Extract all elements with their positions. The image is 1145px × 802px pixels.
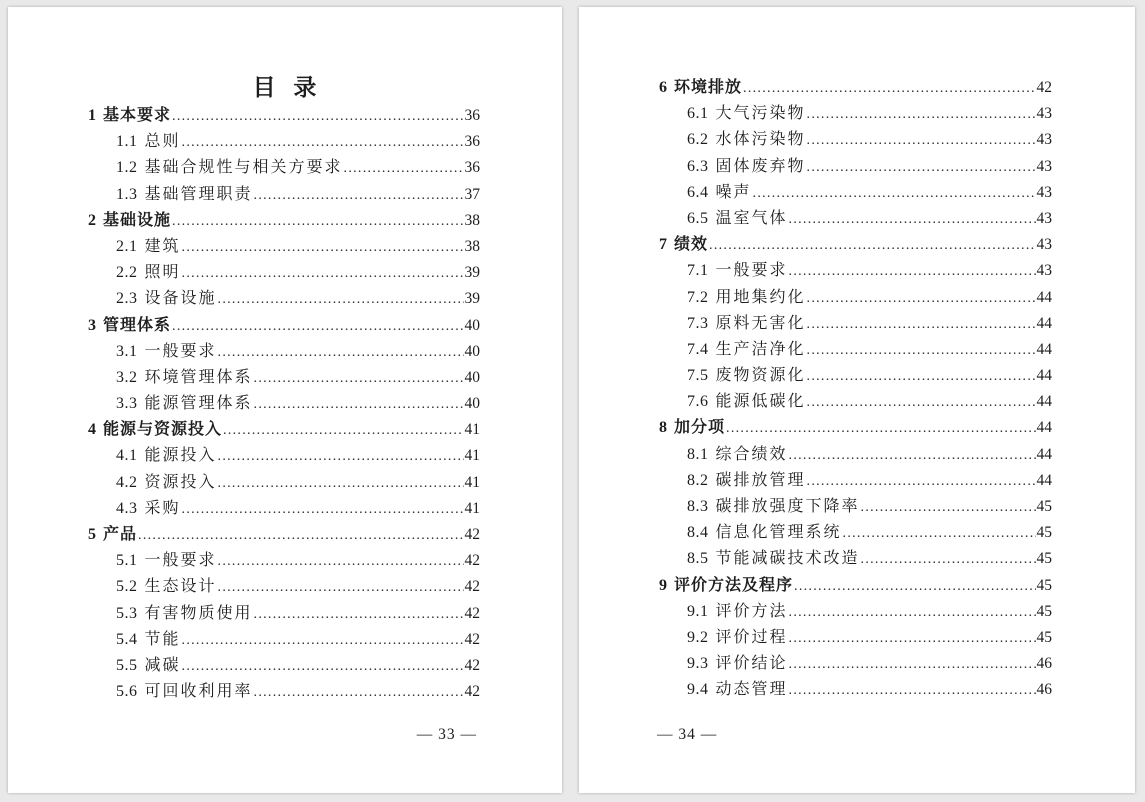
toc-entry-title: 绩效 — [674, 236, 709, 254]
page-number-footer-33: — 33 — — [416, 726, 477, 743]
toc-dot-leader — [709, 233, 1035, 259]
toc-entry-page: 43 — [1036, 209, 1052, 227]
toc-entry-page: 44 — [1036, 393, 1052, 411]
toc-entry — [88, 679, 480, 705]
toc-entry-title: 能源投入 — [144, 447, 217, 465]
toc-entry-page: 42 — [464, 552, 480, 570]
toc-dot-leader — [789, 626, 1036, 652]
toc-entry — [659, 520, 1052, 546]
toc-entry-number: 7 — [659, 236, 667, 254]
toc-entry-title: 噪声 — [715, 183, 752, 201]
toc-entry-title: 可回收利用率 — [144, 683, 253, 701]
toc-entry-page: 42 — [464, 630, 480, 648]
toc-entry — [88, 417, 480, 443]
toc-entry — [659, 311, 1052, 337]
toc-entry-number: 7.5 — [687, 367, 709, 385]
toc-entry-number: 9.4 — [687, 681, 709, 699]
toc-entry-title: 基本要求 — [103, 107, 172, 124]
toc-entry-page: 44 — [1036, 340, 1052, 358]
toc-dot-leader — [218, 575, 464, 601]
toc-entry-page: 42 — [464, 578, 480, 596]
toc-entry-page: 41 — [464, 447, 480, 465]
toc-entry-page: 43 — [1036, 105, 1052, 123]
toc-entry — [659, 573, 1052, 599]
toc-dot-leader — [172, 104, 463, 130]
toc-dot-leader — [843, 521, 1036, 547]
toc-dot-leader — [789, 259, 1036, 285]
toc-entry-title: 动态管理 — [715, 681, 788, 699]
toc-entry-number: 8.5 — [687, 550, 709, 568]
toc-entry-number: 7.2 — [687, 288, 709, 306]
toc-entry-number: 1.1 — [116, 133, 138, 151]
toc-dot-leader — [254, 680, 464, 706]
toc-dot-leader — [807, 312, 1036, 338]
toc-entry-number: 9.1 — [687, 602, 709, 620]
toc-entry — [659, 258, 1052, 284]
toc-entry — [659, 285, 1052, 311]
toc-entry-title: 碳排放强度下降率 — [715, 498, 860, 515]
toc-dot-leader — [861, 547, 1036, 573]
toc-entry-number: 4.3 — [116, 499, 138, 517]
toc-entry-page: 41 — [464, 499, 480, 517]
toc-entry-number: 7.6 — [687, 393, 709, 411]
toc-entry — [88, 391, 480, 417]
toc-dot-leader — [218, 287, 464, 313]
toc-entry-page: 40 — [464, 316, 480, 334]
toc-entry-number: 2.1 — [116, 237, 138, 255]
toc-entry-number: 4.2 — [116, 473, 138, 491]
toc-dot-leader — [789, 207, 1036, 233]
toc-entry — [88, 155, 480, 181]
toc-dot-leader — [218, 340, 464, 366]
toc-entry-page: 45 — [1036, 498, 1052, 515]
toc-entry-page: 43 — [1036, 236, 1052, 254]
toc-entry-number: 2 — [88, 211, 96, 229]
toc-entry-number: 4 — [88, 421, 96, 439]
toc-entry-page: 39 — [464, 264, 480, 282]
toc-entry-number: 6.3 — [687, 157, 709, 175]
toc-entry — [88, 286, 480, 312]
toc-entry — [659, 363, 1052, 389]
toc-entry-page: 43 — [1036, 262, 1052, 280]
toc-entry-title: 能源管理体系 — [144, 395, 253, 413]
toc-entry-number: 8.3 — [687, 498, 709, 515]
toc-entry-number: 9.2 — [687, 628, 709, 646]
toc-entry-page: 43 — [1036, 157, 1052, 175]
toc-entry-number: 6 — [659, 79, 667, 96]
toc-entry-page: 43 — [1036, 131, 1052, 149]
page-33 — [8, 7, 562, 793]
toc-entry-page: 41 — [464, 473, 480, 491]
toc-entry — [88, 627, 480, 653]
toc-entry-page: 45 — [1036, 628, 1052, 646]
toc-dot-leader — [807, 155, 1036, 181]
toc-entry-title: 环境管理体系 — [144, 368, 253, 386]
toc-entry-title: 总则 — [144, 133, 181, 151]
toc-entry — [659, 75, 1052, 101]
toc-dot-leader — [138, 523, 463, 549]
toc-dot-leader — [182, 497, 464, 523]
toc-entry-page: 40 — [464, 342, 480, 360]
toc-entry — [659, 494, 1052, 520]
toc-title: 目 录 — [252, 75, 318, 100]
toc-entry-number: 8.2 — [687, 471, 709, 489]
toc-entry-page: 44 — [1036, 471, 1052, 489]
toc-entry-number: 7.1 — [687, 262, 709, 280]
toc-entry-number: 9 — [659, 576, 667, 594]
toc-entry — [659, 206, 1052, 232]
toc-entry — [659, 468, 1052, 494]
toc-entry-title: 基础合规性与相关方要求 — [144, 159, 343, 177]
toc-entry — [659, 546, 1052, 572]
toc-entry-page: 40 — [464, 368, 480, 386]
toc-entry — [659, 415, 1052, 441]
toc-entry-page: 42 — [464, 656, 480, 674]
toc-entry-number: 5.1 — [116, 552, 138, 570]
toc-entry-title: 一般要求 — [715, 262, 788, 280]
toc-entry-title: 固体废弃物 — [715, 157, 806, 175]
toc-entry — [88, 260, 480, 286]
page-34 — [579, 7, 1135, 793]
toc-entry-title: 能源低碳化 — [715, 393, 806, 411]
toc-entry-title: 环境排放 — [674, 79, 743, 96]
toc-entry-page: 45 — [1036, 550, 1052, 568]
toc-entry-page: 39 — [464, 290, 480, 308]
toc-entry-title: 废物资源化 — [715, 367, 806, 385]
toc-entry — [88, 339, 480, 365]
toc-entry-title: 用地集约化 — [715, 288, 806, 306]
toc-entry-page: 44 — [1036, 314, 1052, 332]
toc-dot-leader — [807, 128, 1036, 154]
toc-entry-number: 7.3 — [687, 314, 709, 332]
toc-entry-page: 36 — [464, 107, 480, 124]
toc-dot-leader — [743, 76, 1035, 102]
toc-dot-leader — [254, 366, 464, 392]
toc-entry-title: 一般要求 — [144, 342, 217, 360]
toc-entry — [88, 548, 480, 574]
toc-entry-number: 9.3 — [687, 655, 709, 673]
toc-entry-title: 基础管理职责 — [144, 185, 253, 203]
toc-entry-number: 6.1 — [687, 105, 709, 123]
toc-entry — [659, 154, 1052, 180]
toc-entry-number: 4.1 — [116, 447, 138, 465]
toc-entry-number: 6.2 — [687, 131, 709, 149]
toc-entry — [659, 337, 1052, 363]
toc-entry-title: 有害物质使用 — [144, 604, 253, 622]
toc-dot-leader — [861, 495, 1036, 521]
toc-entry-page: 41 — [464, 421, 480, 439]
toc-entry-page: 45 — [1036, 576, 1052, 594]
toc-entry-page: 36 — [464, 159, 480, 177]
toc-entry-page: 40 — [464, 395, 480, 413]
toc-dot-leader — [218, 549, 464, 575]
toc-entry-number: 6.4 — [687, 183, 709, 201]
toc-entry-title: 管理体系 — [103, 316, 172, 334]
toc-entry — [88, 496, 480, 522]
toc-dot-leader — [807, 390, 1036, 416]
toc-list-page-34 — [579, 75, 1135, 704]
toc-entry — [88, 653, 480, 679]
toc-entry — [88, 365, 480, 391]
toc-entry-title: 建筑 — [144, 237, 181, 255]
toc-entry — [659, 389, 1052, 415]
toc-entry — [659, 651, 1052, 677]
toc-entry-title: 采购 — [144, 499, 181, 517]
toc-entry-page: 46 — [1036, 681, 1052, 699]
toc-entry-page: 44 — [1036, 288, 1052, 306]
toc-entry-number: 1.3 — [116, 185, 138, 203]
toc-entry-number: 1.2 — [116, 159, 138, 177]
toc-dot-leader — [789, 678, 1036, 704]
toc-entry-title: 基础设施 — [103, 211, 172, 229]
toc-entry-page: 42 — [464, 604, 480, 622]
toc-entry-number: 8 — [659, 419, 667, 437]
toc-entry-title: 大气污染物 — [715, 105, 806, 123]
toc-entry-number: 5.2 — [116, 578, 138, 596]
toc-dot-leader — [807, 286, 1036, 312]
toc-entry-title: 信息化管理系统 — [715, 524, 842, 542]
toc-entry — [659, 180, 1052, 206]
toc-entry-number: 7.4 — [687, 340, 709, 358]
toc-entry-title: 设备设施 — [144, 290, 217, 308]
toc-entry-page: 37 — [464, 185, 480, 203]
toc-entry-title: 碳排放管理 — [715, 471, 806, 489]
toc-entry-page: 42 — [464, 526, 480, 543]
toc-entry-page: 36 — [464, 133, 480, 151]
toc-entry-page: 38 — [464, 211, 480, 229]
toc-entry — [659, 677, 1052, 703]
toc-entry-page: 38 — [464, 237, 480, 255]
toc-dot-leader — [254, 183, 464, 209]
toc-entry-title: 生产洁净化 — [715, 340, 806, 358]
toc-dot-leader — [807, 338, 1036, 364]
toc-dot-leader — [789, 443, 1036, 469]
toc-entry-page: 45 — [1036, 602, 1052, 620]
toc-dot-leader — [182, 654, 464, 680]
toc-entry — [88, 208, 480, 234]
toc-entry — [88, 234, 480, 260]
toc-entry — [88, 129, 480, 155]
toc-entry-title: 水体污染物 — [715, 131, 806, 149]
toc-dot-leader — [753, 181, 1036, 207]
toc-entry — [88, 470, 480, 496]
toc-dot-leader — [794, 574, 1035, 600]
toc-entry — [88, 313, 480, 339]
toc-dot-leader — [807, 364, 1036, 390]
toc-dot-leader — [807, 469, 1036, 495]
toc-entry — [659, 442, 1052, 468]
toc-list-page-33 — [8, 103, 562, 705]
toc-dot-leader — [182, 130, 464, 156]
toc-entry — [88, 574, 480, 600]
toc-entry-page: 42 — [464, 683, 480, 701]
toc-entry-title: 原料无害化 — [715, 314, 806, 332]
toc-entry-title: 温室气体 — [715, 209, 788, 227]
toc-entry-title: 评价方法 — [715, 602, 788, 620]
toc-entry-title: 加分项 — [674, 419, 726, 437]
toc-dot-leader — [218, 471, 464, 497]
toc-entry-number: 2.3 — [116, 290, 138, 308]
page-number-footer-34: — 34 — — [657, 726, 718, 743]
toc-entry-page: 44 — [1036, 419, 1052, 437]
toc-entry-number: 3.2 — [116, 368, 138, 386]
toc-entry-number: 3.3 — [116, 395, 138, 413]
toc-entry — [88, 182, 480, 208]
toc-entry-title: 评价结论 — [715, 655, 788, 673]
toc-dot-leader — [789, 600, 1036, 626]
toc-entry-number: 2.2 — [116, 264, 138, 282]
toc-dot-leader — [182, 261, 464, 287]
toc-dot-leader — [726, 416, 1035, 442]
toc-entry-title: 评价过程 — [715, 628, 788, 646]
toc-dot-leader — [223, 418, 463, 444]
toc-entry-number: 5.3 — [116, 604, 138, 622]
toc-entry-title: 资源投入 — [144, 473, 217, 491]
toc-entry-number: 3 — [88, 316, 96, 334]
toc-entry — [659, 599, 1052, 625]
toc-entry-page: 46 — [1036, 655, 1052, 673]
toc-entry-number: 3.1 — [116, 342, 138, 360]
toc-entry-title: 照明 — [144, 264, 181, 282]
toc-entry — [659, 101, 1052, 127]
toc-dot-leader — [182, 628, 464, 654]
toc-entry — [88, 103, 480, 129]
toc-entry-page: 44 — [1036, 445, 1052, 463]
toc-entry — [659, 625, 1052, 651]
toc-entry-title: 产品 — [103, 526, 138, 543]
toc-dot-leader — [807, 102, 1036, 128]
toc-entry-page: 43 — [1036, 183, 1052, 201]
toc-entry-number: 8.4 — [687, 524, 709, 542]
toc-entry-number: 5.4 — [116, 630, 138, 648]
toc-dot-leader — [172, 314, 463, 340]
toc-entry-title: 节能 — [144, 630, 181, 648]
toc-entry-number: 5 — [88, 526, 96, 543]
toc-entry-title: 生态设计 — [144, 578, 217, 596]
toc-dot-leader — [344, 156, 464, 182]
toc-entry-number: 5.6 — [116, 683, 138, 701]
toc-entry-number: 6.5 — [687, 209, 709, 227]
toc-entry — [88, 443, 480, 469]
toc-entry-page: 42 — [1036, 79, 1052, 96]
toc-entry-number: 8.1 — [687, 445, 709, 463]
toc-entry-title: 节能减碳技术改造 — [715, 550, 860, 568]
toc-entry — [88, 522, 480, 548]
toc-entry-title: 能源与资源投入 — [103, 421, 223, 439]
toc-entry-page: 45 — [1036, 524, 1052, 542]
toc-entry-number: 5.5 — [116, 656, 138, 674]
toc-entry-title: 综合绩效 — [715, 445, 788, 463]
toc-dot-leader — [789, 652, 1036, 678]
toc-dot-leader — [254, 392, 464, 418]
toc-dot-leader — [254, 602, 464, 628]
toc-dot-leader — [218, 444, 464, 470]
toc-entry-page: 44 — [1036, 367, 1052, 385]
toc-entry-number: 1 — [88, 107, 96, 124]
toc-entry-title: 减碳 — [144, 656, 181, 674]
toc-dot-leader — [182, 235, 464, 261]
toc-entry-title: 评价方法及程序 — [674, 576, 794, 594]
toc-entry — [88, 601, 480, 627]
toc-entry — [659, 232, 1052, 258]
toc-dot-leader — [172, 209, 463, 235]
toc-entry-title: 一般要求 — [144, 552, 217, 570]
toc-entry — [659, 127, 1052, 153]
